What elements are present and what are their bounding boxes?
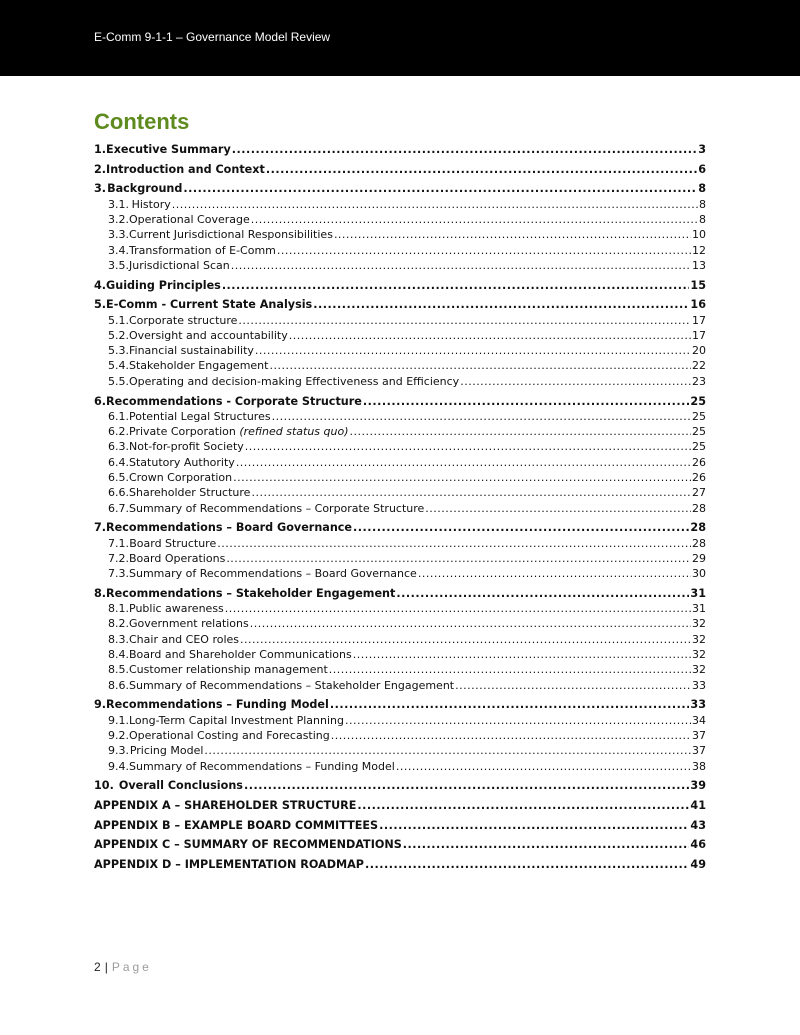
toc-entry[interactable] [94,819,706,832]
toc-dot-leader [353,648,691,661]
toc-entry-label-text: Board Structure [129,536,217,550]
toc-subentry[interactable] [94,552,706,565]
toc-subentry[interactable] [94,714,706,727]
toc-entry-number: 5. [94,298,107,312]
toc-entry-number: 5.2. [108,328,129,342]
toc-entry-label [106,521,352,534]
toc-entry-label-text: Summary of Recommendations – Board Governance [129,567,417,581]
toc-entry-label-text: Recommendations - Corporate Structure [106,394,362,408]
toc-entry-page: 6 [698,162,706,176]
toc-entry-number: 5.1. [108,313,129,327]
toc-entry-label-text: Operational Coverage [129,212,250,226]
toc-entry[interactable] [94,698,706,711]
toc-dot-leader [334,228,691,241]
toc-entry-number: 6.7. [108,501,129,515]
toc-dot-leader [251,486,691,499]
toc-subentry[interactable] [94,729,706,742]
toc-entry-page: 29 [692,551,706,565]
toc-entry-label-text: Board and Shareholder Communications [129,648,352,661]
toc-entry-number: 6.5. [108,470,129,484]
toc-dot-leader [233,471,691,484]
toc-entry-label-text: Pricing Model [129,744,204,758]
toc-entry-number: 8.2. [108,617,129,631]
toc-entry-page: 43 [690,818,706,832]
toc-entry[interactable] [94,521,706,534]
toc-entry-label [129,359,268,372]
toc-entry-label [129,344,254,357]
toc-entry-page: 37 [692,744,706,758]
toc-entry-page: 31 [692,602,706,616]
toc-subentry[interactable] [94,602,706,615]
toc-entry-number: 6. [94,394,107,408]
toc-dot-leader [244,779,689,792]
toc-entry-label-text: Recommendations – Funding Model [106,698,329,712]
toc-subentry[interactable] [94,410,706,423]
toc-entry-number: 7.2. [108,551,129,565]
toc-entry-number: 9.2. [108,728,129,742]
header-title: E-Comm 9-1-1 – Governance Model Review [94,30,331,44]
toc-entry-label [130,744,204,757]
toc-entry-label [129,228,333,241]
toc-entry-number: 9.3. [108,744,129,758]
toc-dot-leader [345,714,691,727]
toc-entry-number: 5.3. [108,344,129,358]
toc-entry-label-text: History [131,197,171,211]
toc-subentry[interactable] [94,375,706,388]
toc-entry-label-text: Background [107,182,183,196]
toc-entry-label-text: APPENDIX A – SHAREHOLDER STRUCTURE [94,799,357,812]
toc-entry-label-text: Jurisdictional Scan [129,258,230,272]
toc-subentry[interactable] [94,344,706,357]
toc-entry-page: 34 [692,713,706,727]
toc-entry-label-text: Private Corporation [129,425,236,438]
toc-entry-number: 9.1. [108,713,129,727]
toc-entry-label-text: Recommendations – Board Governance [106,521,353,535]
toc-entry-label-text: Operating and decision-making Effectiveness and Efficiency [129,374,460,388]
toc-entry-label-italic: (refined status quo) [235,425,349,438]
toc-dot-leader [272,410,691,423]
toc-entry-label-text: Potential Legal Structures [129,409,271,423]
toc-entry-label-text: Board Operations [129,551,226,565]
toc-dot-leader [250,617,691,630]
toc-subentry[interactable] [94,471,706,484]
toc-entry-number: 6.3. [108,440,129,454]
toc-entry-label [129,729,330,742]
toc-entry-label [129,567,417,580]
toc-entry-label [94,819,378,832]
toc-subentry[interactable] [94,648,706,661]
toc-entry-label [129,552,225,565]
toc-entry-number: 10. [94,779,114,793]
toc-entry-label [119,779,243,792]
toc-entry-label [106,143,231,156]
toc-entry-label-text: Oversight and accountability [129,328,288,342]
toc-entry-label [129,617,249,630]
toc-entry-label [129,760,395,773]
toc-entry-label [129,537,216,550]
toc-entry-label [129,486,250,499]
toc-entry-page: 26 [692,455,706,469]
toc-entry-label-text: Guiding Principles [106,278,221,292]
toc-dot-leader [363,395,690,408]
toc-dot-leader [353,521,689,534]
toc-entry-label-text: APPENDIX D – IMPLEMENTATION ROADMAP [94,858,364,872]
toc-dot-leader [240,633,691,646]
toc-subentry[interactable] [94,259,706,272]
toc-entry-number: 2. [94,162,107,176]
toc-entry-label-text: Introduction and Context [106,162,265,176]
toc-entry-label-text: Government relations [129,617,249,631]
toc-entry-page: 25 [692,425,706,438]
toc-entry-number: 9. [94,698,107,712]
toc-entry-number: 1. [94,143,107,156]
toc-dot-leader [418,567,691,580]
toc-entry-page: 32 [692,648,706,661]
toc-entry-label [129,440,244,453]
toc-subentry[interactable] [94,760,706,773]
toc-dot-leader [245,440,691,453]
toc-entry-label [129,679,454,692]
toc-entry[interactable] [94,182,706,195]
toc-entry[interactable] [94,779,706,792]
toc-entry-number: 3.2. [108,212,129,226]
toc-entry-page: 22 [692,359,706,373]
toc-entry-label [129,648,352,661]
toc-entry-page: 28 [690,521,706,535]
toc-entry-page: 38 [692,759,706,773]
toc-entry-label-text: Operational Costing and Forecasting [129,728,330,742]
toc-entry-label [106,587,395,600]
toc-entry-number: 6.6. [108,486,129,500]
toc-entry-label-text: Current Jurisdictional Responsibilities [129,228,333,242]
toc-title: Contents [94,109,190,134]
toc-entry[interactable] [94,279,706,292]
toc-entry-page: 46 [690,838,706,852]
toc-entry-number: 4. [94,278,107,292]
toc-subentry[interactable] [94,744,706,757]
toc-entry-number: 7.1. [108,536,129,550]
toc-subentry[interactable] [94,567,706,580]
toc-subentry[interactable] [94,244,706,257]
toc-entry-label-text: APPENDIX B – EXAMPLE BOARD COMMITTEES [94,818,379,832]
toc-entry-page: 33 [690,698,706,712]
toc-dot-leader [425,502,691,515]
toc-entry-label-text: Recommendations – Stakeholder Engagement [106,586,396,600]
toc-dot-leader [365,858,689,871]
toc-entry-label [129,375,459,388]
toc-entry-page: 8 [699,197,706,211]
toc-subentry[interactable] [94,537,706,550]
toc-entry-number: 6.2. [108,425,129,438]
toc-subentry[interactable] [94,329,706,342]
toc-dot-leader [226,552,691,565]
toc-subentry[interactable] [94,679,706,692]
toc-entry-label-text: Corporate structure [129,313,238,327]
toc-entry-label [106,279,221,292]
toc-entry-label [129,410,271,423]
toc-entry-page: 3 [698,143,706,156]
footer-page-number: 2 [94,960,101,974]
toc-entry-page: 25 [692,440,706,454]
toc-entry-number: 8.5. [108,663,129,677]
toc-subentry[interactable] [94,502,706,515]
toc-entry-label-text: Statutory Authority [129,455,235,469]
toc-entry-label [129,714,344,727]
page-header [0,0,800,76]
toc-dot-leader [357,799,689,812]
toc-entry-page: 8 [698,182,706,196]
toc-entry-label [132,198,171,211]
toc-entry-label [129,456,235,469]
toc-dot-leader [266,163,697,176]
toc-entry-number: 3. [94,182,107,196]
toc-entry[interactable] [94,858,706,871]
toc-subentry[interactable] [94,440,706,453]
toc-dot-leader [217,537,691,550]
toc-entry-number: 7.3. [108,567,129,581]
toc-entry-number: 6.1. [108,409,129,423]
toc-entry-label [106,298,312,311]
toc-entry-page: 13 [692,258,706,272]
toc-entry-label-text: Not-for-profit Society [129,440,244,454]
toc-entry-label-text: Transformation of E-Comm [129,243,276,257]
toc-dot-leader [238,314,691,327]
toc-entry-page: 41 [690,799,706,812]
toc-entry-label [94,838,402,851]
toc-entry-label-text: Public awareness [129,602,224,616]
toc-entry[interactable] [94,395,706,408]
toc-entry-page: 49 [690,858,706,872]
toc-entry-page: 17 [692,313,706,327]
toc-dot-leader [204,744,691,757]
toc-entry-label [107,182,182,195]
toc-entry-page: 37 [692,728,706,742]
toc-subentry[interactable] [94,663,706,676]
toc-subentry[interactable] [94,198,706,211]
toc-entry-page: 33 [692,678,706,692]
toc-entry-page: 10 [692,228,706,242]
toc-dot-leader [236,456,691,469]
toc-subentry[interactable] [94,456,706,469]
toc-dot-leader [350,425,691,438]
toc-entry-label-text: Crown Corporation [129,470,233,484]
toc-dot-leader [255,344,691,357]
toc-entry-label-text: Executive Summary [106,143,231,156]
toc-entry-label [129,425,349,438]
toc-dot-leader [379,819,689,832]
toc-entry-label [129,314,237,327]
toc-entry-label-text: Long-Term Capital Investment Planning [129,713,344,727]
toc-entry-page: 25 [690,394,706,408]
toc-entry-page: 26 [692,470,706,484]
toc-entry-label-text: Overall Conclusions [118,779,243,793]
footer-separator: | [104,960,108,974]
toc-entry-number: 8. [94,586,107,600]
toc-dot-leader [331,729,691,742]
toc-dot-leader [460,375,691,388]
toc-entry-page: 39 [690,779,706,793]
toc-dot-leader [330,698,690,711]
toc-entry-number: 3.4. [108,243,129,257]
toc-entry-label-text: Chair and CEO roles [129,632,240,646]
toc-entry-label [129,329,288,342]
toc-entry-label-text: Summary of Recommendations – Corporate Structure [129,501,425,515]
toc-entry-label [106,395,362,408]
toc-entry-number: 3.1. [108,197,129,211]
toc-entry-label-text: Summary of Recommendations – Funding Model [129,759,395,773]
toc-entry-label [129,502,424,515]
toc-entry-label [106,163,265,176]
toc-entry-page: 31 [690,586,706,600]
toc-subentry[interactable] [94,425,706,438]
toc-entry-number: 8.1. [108,602,129,616]
toc-subentry[interactable] [94,359,706,372]
toc-entry-number: 8.4. [108,648,129,661]
toc-dot-leader [455,679,691,692]
toc-entry-label [129,602,224,615]
toc-subentry[interactable] [94,633,706,646]
toc-entry-number: 8.3. [108,632,129,646]
toc-entry-page: 23 [692,374,706,388]
toc-dot-leader [396,760,691,773]
toc-dot-leader [222,279,690,292]
toc-entry-page: 32 [692,617,706,631]
toc-entry-page: 15 [690,278,706,292]
toc-entry-label [94,858,364,871]
toc-entry-number: 3.5. [108,258,129,272]
toc-subentry[interactable] [94,314,706,327]
toc-entry-number: 5.5. [108,374,129,388]
toc-dot-leader [313,298,689,311]
toc-entry[interactable] [94,799,706,812]
toc-entry-label [129,471,232,484]
toc-dot-leader [172,198,698,211]
toc-dot-leader [225,602,691,615]
toc-entry-page: 16 [690,298,706,312]
toc-entry-label [106,698,329,711]
toc-entry-number: 7. [94,521,107,535]
toc-entry-label-text: Stakeholder Engagement [129,359,269,373]
toc-entry-number: 6.4. [108,455,129,469]
toc-dot-leader [232,143,697,156]
toc-entry-label-text: Customer relationship management [129,663,328,677]
toc-entry-page: 8 [699,212,706,226]
toc-dot-leader [231,259,691,272]
toc-entry-number: 8.6. [108,678,129,692]
toc-entry-number: 9.4. [108,759,129,773]
toc-entry-label-text: Financial sustainability [129,344,254,358]
toc-dot-leader [329,663,691,676]
toc-entry-label [129,259,230,272]
toc-entry-label-text: APPENDIX C – SUMMARY OF RECOMMENDATIONS [94,838,402,852]
toc-entry-page: 32 [692,632,706,646]
toc-entry-label [129,213,250,226]
toc-entry-page: 12 [692,243,706,257]
toc-dot-leader [183,182,697,195]
toc-entry[interactable] [94,838,706,851]
toc-dot-leader [269,359,691,372]
toc-entry-page: 28 [692,501,706,515]
toc-dot-leader [251,213,698,226]
toc-entry-number: 5.4. [108,359,129,373]
toc-entry-page: 28 [692,536,706,550]
toc-entry-label [129,633,239,646]
toc-dot-leader [396,587,689,600]
toc-subentry[interactable] [94,617,706,630]
toc-subentry[interactable] [94,486,706,499]
toc-entry-page: 20 [692,344,706,358]
toc-entry-label-text: Summary of Recommendations – Stakeholder Engagement [129,678,455,692]
toc-dot-leader [403,838,690,851]
toc-entry-label [129,663,328,676]
toc-entry-page: 30 [692,567,706,581]
footer-page-word: Page [111,960,152,974]
toc-entry-page: 27 [692,486,706,500]
toc-entry-label [129,244,276,257]
toc-entry-page: 25 [692,409,706,423]
page-footer [94,960,152,974]
toc-entry[interactable] [94,298,706,311]
toc-entry-page: 17 [692,328,706,342]
toc-entry-label-text: E-Comm - Current State Analysis [106,298,313,312]
toc-entry-page: 32 [692,663,706,677]
toc-entry[interactable] [94,587,706,600]
toc-entry-label [94,799,356,812]
toc-dot-leader [289,329,691,342]
toc-subentry[interactable] [94,213,706,226]
toc-entry-number: 3.3. [108,228,129,242]
toc-dot-leader [277,244,691,257]
toc-entry[interactable] [94,143,706,156]
toc-subentry[interactable] [94,228,706,241]
toc-entry[interactable] [94,163,706,176]
toc-entry-label-text: Shareholder Structure [129,486,251,500]
